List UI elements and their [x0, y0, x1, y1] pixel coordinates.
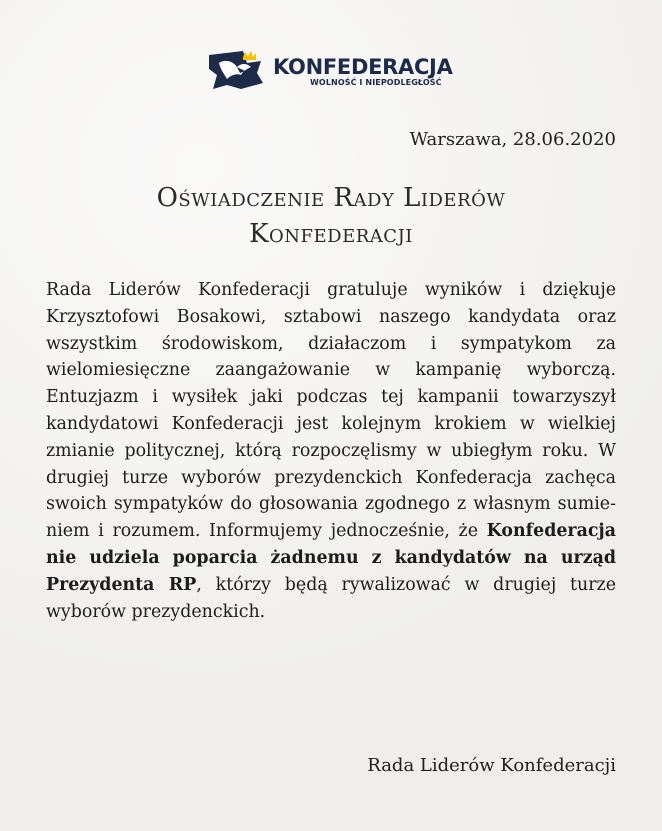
- document-title: [0, 180, 662, 252]
- body-text-outro: , którzy będą rywalizować w drugiej turze wyborów prezydenckich.: [46, 574, 616, 622]
- logo-title: KONFEDERACJA: [273, 54, 453, 79]
- body-text-intro: Rada Liderów Konfederacji gratuluje wyników i dziękuje Krzysztofowi Bosakowi, sztabowi naszego kandydata oraz wszystkim środowiskom, działaczom i sympatykom za wielomiesięczne zaangażowanie w kampanię wyborczą. Entuzjazm i wysiłek jaki podczas tej kampanii towarzyszył kandydatowi Konfederacji jest kolejnym krokiem w wielkiej zmianie politycznej, którą rozpoczęlismy w ubiegłym roku. W drugiej turze wyborów prezydenckich Konfederacja zachęca swoich sympatyków do głosowania zgodnego z własnym sumieniem i rozumem. Informujemy jednocześnie, że: [46, 280, 616, 542]
- eagle-crown-icon: [207, 49, 265, 91]
- signature: Rada Liderów Konfederacji: [367, 755, 616, 776]
- statement-body: [46, 277, 616, 625]
- logo-subtitle: WOLNOŚĆ I NIEPODLEGŁOŚĆ: [310, 77, 442, 87]
- title-line-1: Oświadczenie Rady Liderów: [156, 183, 506, 213]
- logo: [207, 47, 467, 93]
- title-line-2: Konfederacji: [249, 219, 413, 249]
- body-text-emphasis: Konfederacja nie udziela poparcia żadnemu z kandydatów na urząd Prezydenta RP: [46, 521, 616, 595]
- document-date: Warszawa, 28.06.2020: [409, 129, 616, 150]
